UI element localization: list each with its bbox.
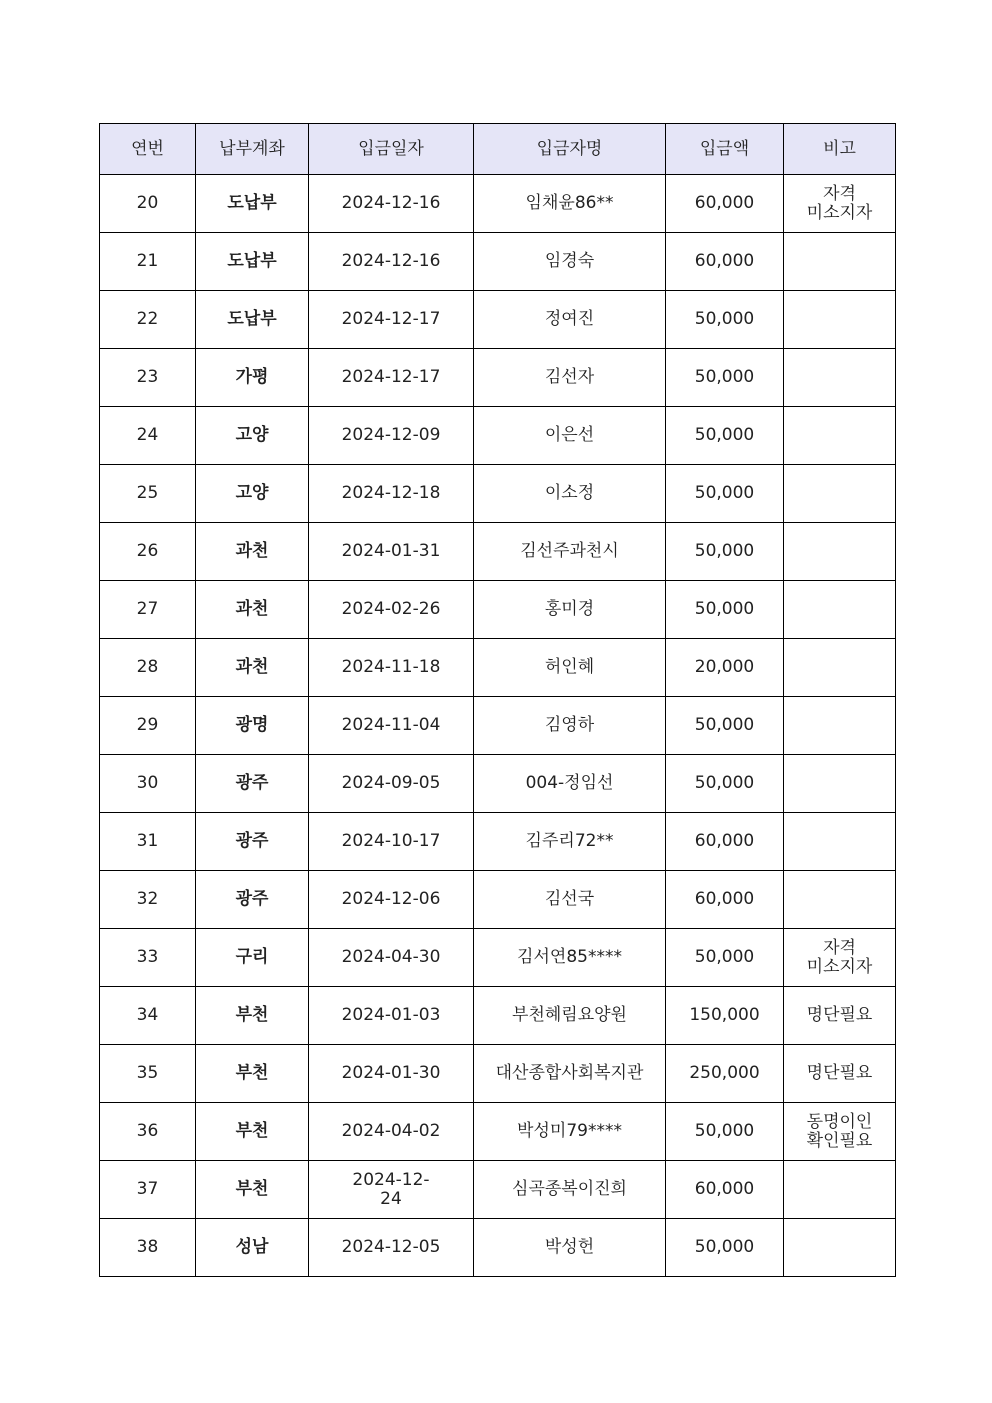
header-no: 연번 [100,124,196,175]
table-row [100,407,896,465]
cell-depositor: 김영하 [474,697,666,755]
cell-no: 30 [100,755,196,813]
cell-no: 21 [100,233,196,291]
cell-account: 고양 [196,465,309,523]
table-header [100,124,896,175]
cell-date: 2024-12-16 [309,233,474,291]
cell-date: 2024-01-30 [309,1045,474,1103]
cell-note [784,233,896,291]
cell-date: 2024-01-03 [309,987,474,1045]
cell-date: 2024-12-17 [309,349,474,407]
table-row [100,523,896,581]
cell-note [784,1161,896,1219]
cell-no: 27 [100,581,196,639]
table-row [100,639,896,697]
table-row [100,1045,896,1103]
cell-depositor: 홍미경 [474,581,666,639]
table-row [100,233,896,291]
cell-account: 부천 [196,987,309,1045]
table-row [100,987,896,1045]
cell-amount: 20,000 [666,639,784,697]
table-row [100,581,896,639]
cell-account: 가평 [196,349,309,407]
cell-account: 광주 [196,813,309,871]
cell-depositor: 이소정 [474,465,666,523]
cell-date: 2024-11-18 [309,639,474,697]
cell-account: 부천 [196,1161,309,1219]
cell-depositor: 박성미79**** [474,1103,666,1161]
cell-no: 34 [100,987,196,1045]
cell-no: 29 [100,697,196,755]
cell-account: 과천 [196,581,309,639]
cell-account: 광주 [196,871,309,929]
cell-date: 2024-09-05 [309,755,474,813]
cell-no: 20 [100,175,196,233]
cell-no: 32 [100,871,196,929]
header-date: 입금일자 [309,124,474,175]
header-depositor: 입금자명 [474,124,666,175]
cell-note [784,407,896,465]
cell-no: 22 [100,291,196,349]
cell-account: 도납부 [196,175,309,233]
cell-date: 2024-10-17 [309,813,474,871]
cell-depositor: 허인혜 [474,639,666,697]
cell-account: 부천 [196,1103,309,1161]
cell-depositor: 심곡종복이진희 [474,1161,666,1219]
cell-date: 2024-12-09 [309,407,474,465]
cell-depositor: 김주리72** [474,813,666,871]
cell-account: 광명 [196,697,309,755]
cell-date: 2024-12-18 [309,465,474,523]
cell-no: 31 [100,813,196,871]
cell-date: 2024-12- 24 [309,1161,474,1219]
cell-amount: 50,000 [666,407,784,465]
cell-note [784,465,896,523]
cell-date: 2024-04-30 [309,929,474,987]
header-row [100,124,896,175]
cell-depositor: 김선국 [474,871,666,929]
cell-account: 과천 [196,523,309,581]
cell-amount: 50,000 [666,1103,784,1161]
cell-note: 자격 미소지자 [784,175,896,233]
cell-amount: 50,000 [666,697,784,755]
table-row [100,755,896,813]
cell-note: 자격 미소지자 [784,929,896,987]
cell-amount: 60,000 [666,175,784,233]
cell-amount: 50,000 [666,581,784,639]
cell-date: 2024-12-16 [309,175,474,233]
cell-account: 성남 [196,1219,309,1277]
cell-depositor: 부천혜림요양원 [474,987,666,1045]
cell-no: 28 [100,639,196,697]
cell-note [784,697,896,755]
table-row [100,349,896,407]
cell-note: 명단필요 [784,1045,896,1103]
cell-date: 2024-02-26 [309,581,474,639]
cell-amount: 60,000 [666,813,784,871]
cell-no: 36 [100,1103,196,1161]
cell-note [784,871,896,929]
cell-note [784,639,896,697]
cell-depositor: 임경숙 [474,233,666,291]
cell-amount: 50,000 [666,755,784,813]
cell-depositor: 004-정임선 [474,755,666,813]
table-row [100,1103,896,1161]
cell-note [784,523,896,581]
cell-no: 25 [100,465,196,523]
cell-no: 35 [100,1045,196,1103]
table-row [100,871,896,929]
cell-no: 38 [100,1219,196,1277]
cell-note [784,349,896,407]
header-amount: 입금액 [666,124,784,175]
cell-date: 2024-11-04 [309,697,474,755]
table-row [100,813,896,871]
cell-no: 26 [100,523,196,581]
cell-note: 동명이인 확인필요 [784,1103,896,1161]
table-row [100,1161,896,1219]
cell-amount: 50,000 [666,1219,784,1277]
cell-note [784,755,896,813]
cell-account: 고양 [196,407,309,465]
table-row [100,291,896,349]
cell-note [784,813,896,871]
cell-amount: 50,000 [666,291,784,349]
cell-date: 2024-12-17 [309,291,474,349]
cell-no: 33 [100,929,196,987]
cell-depositor: 대산종합사회복지관 [474,1045,666,1103]
cell-amount: 150,000 [666,987,784,1045]
cell-account: 부천 [196,1045,309,1103]
cell-account: 구리 [196,929,309,987]
cell-amount: 60,000 [666,233,784,291]
header-note: 비고 [784,124,896,175]
table-row [100,697,896,755]
cell-note [784,1219,896,1277]
cell-amount: 50,000 [666,523,784,581]
table-row [100,465,896,523]
cell-note [784,581,896,639]
cell-date: 2024-04-02 [309,1103,474,1161]
cell-amount: 50,000 [666,929,784,987]
table-row [100,929,896,987]
cell-no: 23 [100,349,196,407]
cell-amount: 250,000 [666,1045,784,1103]
cell-depositor: 임채윤86** [474,175,666,233]
cell-amount: 50,000 [666,465,784,523]
cell-no: 24 [100,407,196,465]
cell-depositor: 김선주과천시 [474,523,666,581]
table-body [100,175,896,1277]
cell-amount: 60,000 [666,1161,784,1219]
cell-account: 도납부 [196,291,309,349]
cell-date: 2024-12-06 [309,871,474,929]
cell-account: 광주 [196,755,309,813]
cell-amount: 60,000 [666,871,784,929]
cell-depositor: 박성헌 [474,1219,666,1277]
cell-depositor: 김선자 [474,349,666,407]
cell-account: 과천 [196,639,309,697]
cell-no: 37 [100,1161,196,1219]
cell-note: 명단필요 [784,987,896,1045]
cell-amount: 50,000 [666,349,784,407]
header-account: 납부계좌 [196,124,309,175]
cell-depositor: 이은선 [474,407,666,465]
cell-date: 2024-01-31 [309,523,474,581]
table-row [100,1219,896,1277]
table-row [100,175,896,233]
cell-date: 2024-12-05 [309,1219,474,1277]
cell-note [784,291,896,349]
cell-depositor: 김서연85**** [474,929,666,987]
deposit-table [99,123,896,1277]
cell-account: 도납부 [196,233,309,291]
cell-depositor: 정여진 [474,291,666,349]
